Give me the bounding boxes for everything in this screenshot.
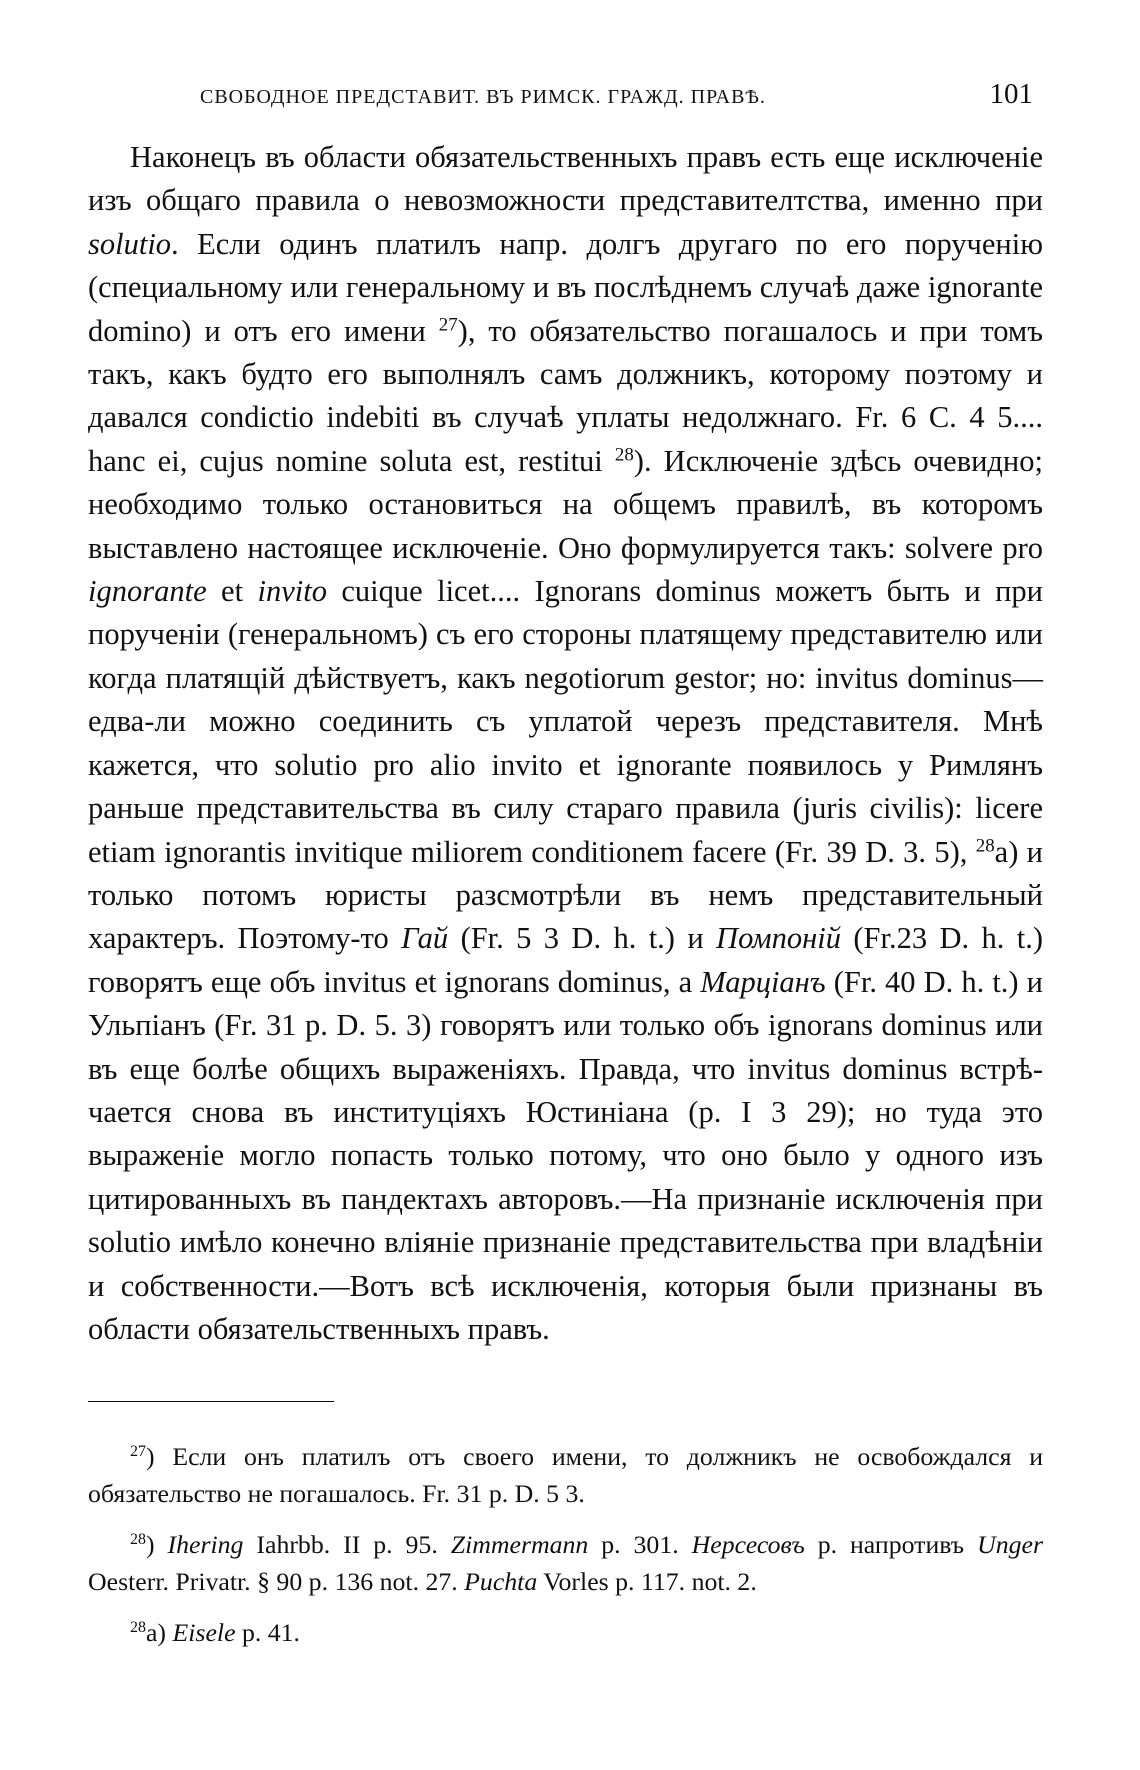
- italic-name: Гай: [401, 921, 449, 956]
- footnote-text: ) Если онъ платилъ отъ своего имени, то должникъ не освобождался и обязательство не погашалось. Fr. 31 p. D. 5 3.: [88, 1442, 1043, 1509]
- footnote-mark: 28: [130, 1619, 146, 1637]
- footnote-text: a): [145, 1618, 173, 1648]
- footnote-text: p. напротивъ: [804, 1530, 978, 1560]
- author-name: Unger: [977, 1530, 1043, 1560]
- footnote-28: [88, 1526, 1043, 1600]
- main-paragraph: [88, 136, 1043, 1351]
- text-run: (Fr. 5 3 D. h. t.) и: [448, 921, 717, 956]
- footnote-text: p. 41.: [235, 1618, 301, 1648]
- text-run: (Fr.23 D. h. t.) говорятъ еще объ invitus et ignorans dominus, а: [88, 921, 1044, 999]
- page-number: 101: [989, 78, 1033, 110]
- footnote-ref-28: 28: [614, 444, 634, 466]
- italic-term: ignorante: [88, 574, 207, 609]
- footnote-text: Oesterr. Privatr. § 90 p. 136 not. 27.: [88, 1567, 465, 1597]
- italic-name: Марціанъ: [700, 964, 826, 999]
- author-name: Нерсесовъ: [691, 1530, 805, 1560]
- footnote-mark: 28: [130, 1531, 146, 1549]
- author-name: Eisele: [172, 1618, 236, 1648]
- footnote-mark: 27: [130, 1443, 146, 1461]
- author-name: Ihering: [167, 1530, 244, 1560]
- footnotes: [88, 1438, 1043, 1651]
- running-title: СВОБОДНОЕ ПРЕДСТАВИТ. ВЪ РИМСК. ГРАЖД. ПРАВѢ.: [200, 86, 766, 108]
- text-run: ). Исключеніе здѣсь очевидно; необходимо только остановиться на общемъ правилѣ, въ которомъ выставлено настоящее исключеніе. Оно формулируется такъ: solvere pro: [88, 443, 1043, 565]
- text-run: (Fr. 40 D. h. t.) и Ульпіанъ (Fr. 31 p. D. 5. 3) говорятъ или только объ ignorans dominus или въ еще болѣе общихъ выраженіяхъ. Правда, что invitus dominus встрѣчается снова въ институціяхъ Юстиніана (p. I 3 29); но туда это выраженіе могло попасть только потому, что оно было у одного изъ цитированныхъ въ пандектахъ авторовъ.—На признаніе исключенія при solutio имѣло конечно вліяніе признаніе представительства при владѣніи и собственности.—Вотъ всѣ исключенія, которыя были признаны въ области обязательственныхъ правъ.: [88, 964, 1044, 1346]
- author-name: Zimmermann: [450, 1530, 589, 1560]
- italic-term: invito: [257, 574, 327, 609]
- text-run: Наконецъ въ области обязательственныхъ правъ есть еще исключеніе изъ общаго правила о невозможности представителтства, именно при: [88, 140, 1043, 218]
- footnote-27: [88, 1438, 1043, 1512]
- footnote-28a: [88, 1614, 1043, 1651]
- footnote-ref-27: 27: [438, 314, 458, 336]
- author-name: Puchta: [464, 1567, 538, 1597]
- main-text: [88, 136, 1043, 1351]
- text-run: . Если одинъ платилъ напр. долгъ другаго по его порученію (специальному или генеральному и въ послѣднемъ случаѣ даже ignorante domino) и отъ его имени: [88, 226, 1043, 348]
- text-run: et: [206, 574, 258, 609]
- footnote-text: ): [145, 1530, 168, 1560]
- book-page: [88, 78, 1043, 1738]
- text-run: cuique licet.... Ignorans dominus можетъ быть и при порученіи (генеральномъ) съ его стороны платящему представителю или когда платящій дѣйствуетъ, какъ negotiorum gestor; но: invitus dominus—едва-ли можно соединить съ уплатой черезъ представителя. Мнѣ кажется, что solutio pro alio invito et ignorante появилось у Римлянъ раньше представительства въ силу стараго правила (juris civilis): licere etiam ignorantis invitique miliorem conditionem facere (Fr. 39 D. 3. 5),: [88, 574, 1044, 869]
- text-run: ), то обязательство погашалось и при томъ такъ, какъ будто его выполнялъ самъ должникъ, которому поэтому и давался condictio indebiti въ случаѣ уплаты недолжнаго. Fr. 6 C. 4 5.... hanc ei, cujus nomine soluta est, restitui: [88, 313, 1043, 478]
- footnote-text: Iahrbb. II p. 95.: [243, 1530, 451, 1560]
- footnote-ref-28a: 28: [975, 835, 995, 857]
- footnote-text: p. 301.: [588, 1530, 692, 1560]
- italic-name: Помпоній: [716, 921, 841, 956]
- running-head: [88, 78, 1043, 128]
- footnote-text: Vorles p. 117. not. 2.: [537, 1567, 757, 1597]
- footnote-rule: [88, 1401, 334, 1402]
- italic-term: solutio: [88, 226, 172, 261]
- text-run: a) и только потомъ юристы разсмотрѣли въ немъ представительный характеръ. Поэтому-то: [88, 834, 1043, 956]
